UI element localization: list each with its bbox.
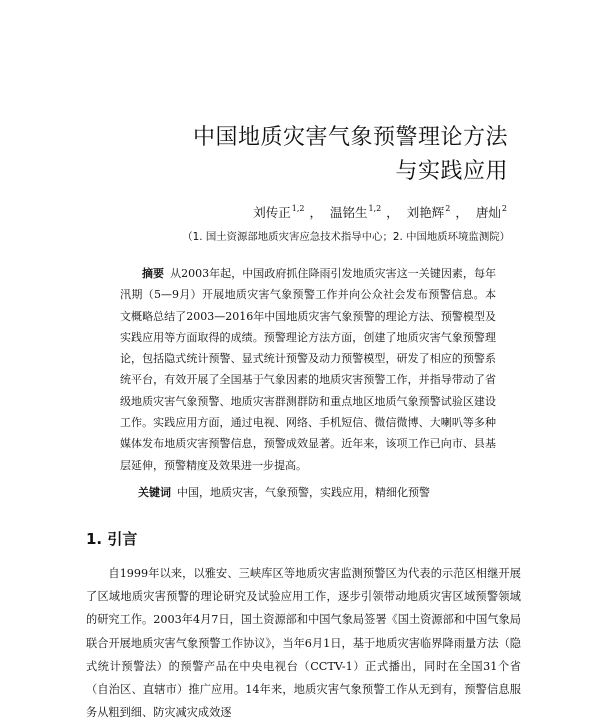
author-affiliation-mark: 2 [445,204,451,213]
keywords-label: 关键词 [138,486,171,499]
author-name: 刘艳辉 [406,205,445,220]
author-affiliation-mark: 1,2 [368,204,382,213]
abstract-label: 摘要 [142,267,165,280]
section-body [86,562,521,724]
author-affiliation-mark: 2 [501,204,507,213]
author-affiliation-mark: 1,2 [291,204,305,213]
body-paragraph: 自1999年以来，以雅安、三峡库区等地质灾害监测预警区为代表的示范区相继开展了区域地质灾害预警的理论研究及试验应用工作，逐步引领带动地质灾害区域预警领域的研究工作。2003年4月7日，国土资源部和中国气象局签署《国土资源部和中国气象局联合开展地质灾害气象预警工作协议》，当年6月1日，基于地质灾害临界降雨量方法（隐式统计预警法）的预警产品在中央电视台（CCTV-1）正式播出，同时在全国31个省（自治区、直辖市）推广应用。14年来，地质灾害气象预警工作从无到有，预警信息服务从粗到细、防灾减灾成效逐 [86,567,521,720]
author-name: 温铭生 [330,205,368,220]
abstract [120,263,496,476]
keywords-text: 中国，地质灾害，气象预警，实践应用，精细化预警 [177,486,430,499]
section-heading: 1. 引言 [86,530,138,548]
keywords [138,484,430,500]
abstract-text: 从2003年起，中国政府抓住降雨引发地质灾害这一关键因素，每年汛期（5—9月）开展地质灾害气象预警工作并向公众社会发布预警信息。本文概略总结了2003—2016年中国地质灾害气象预警的理论方法、预警模型及实践应用等方面取得的成绩。预警理论方法方面，创建了地质灾害气象预警理论，包括隐式统计预警、显式统计预警及动力预警模型，研发了相应的预警系统平台，有效开展了全国基于气象因素的地质灾害预警工作，并指导带动了省级地质灾害气象预警、地质灾害群测群防和重点地区地质气象预警试验区建设工作。实践应用方面，通过电视、网络、手机短信、微信微博、大喇叭等多种媒体发布地质灾害预警信息，预警成效显著。近年来，该项工作已向市、县基层延伸，预警精度及效果进一步提高。 [120,267,497,472]
author-name: 唐灿 [475,205,501,220]
paper-title-line-2: 与实践应用 [395,159,508,184]
paper-title-line-1: 中国地质灾害气象预警理论方法 [192,125,508,150]
author-list: 刘传正$^{1,2}$ ， 温铭生$^{1,2}$ ， 刘艳辉$^2$ ， 唐灿$^2$ [253,204,507,220]
author-name: 刘传正 [253,205,291,220]
affiliation: （1. 国土资源部地质灾害应急技术指导中心；2. 中国地质环境监测院） [182,231,510,243]
